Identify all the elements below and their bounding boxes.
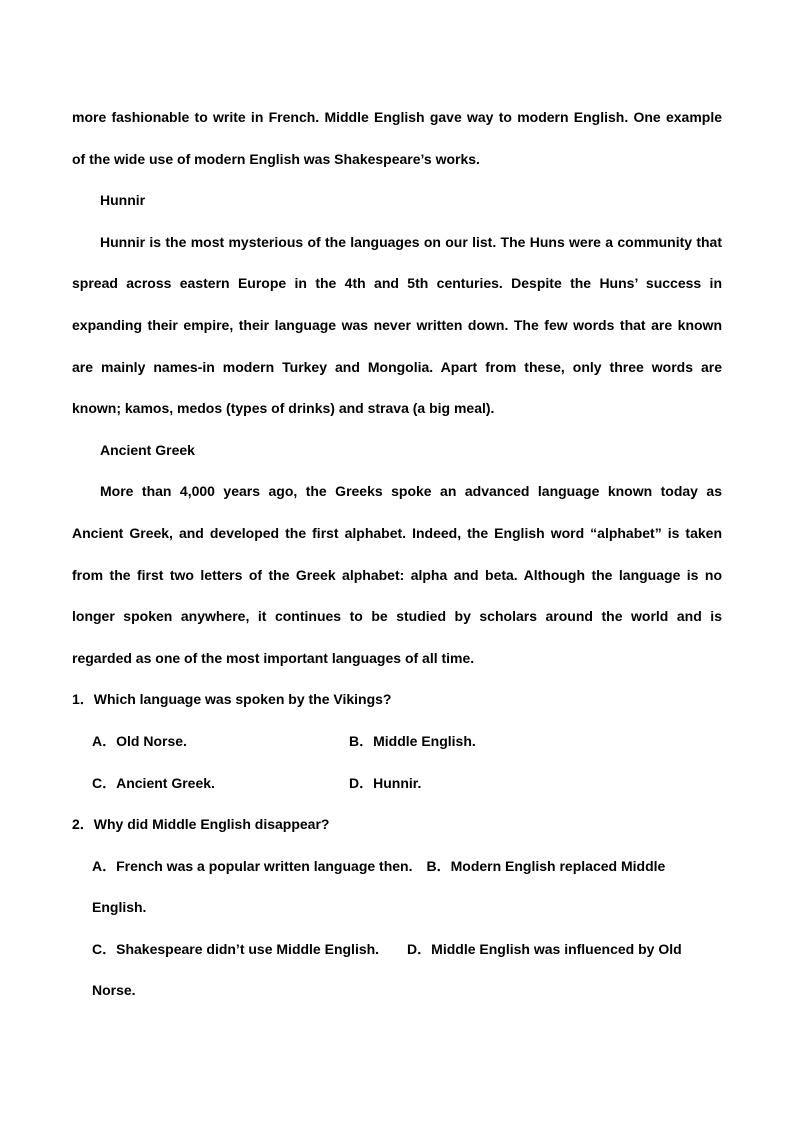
paragraph-line: longer spoken anywhere, it continues to be studied by scholars around the world and is xyxy=(72,608,722,625)
paragraph-line: regarded as one of the most important languages of all time. xyxy=(72,649,475,666)
section-heading-hunnir: Hunnir xyxy=(100,192,146,209)
question-1-options-row xyxy=(72,721,722,763)
question-2-stem: 2．Why did Middle English disappear? xyxy=(72,816,330,833)
document-page xyxy=(72,97,722,1012)
question-1-options-row xyxy=(72,763,722,805)
question-2-options-line: English. xyxy=(92,899,147,916)
paragraph-line: known; kamos, medos (types of drinks) and strava (a big meal). xyxy=(72,400,495,417)
paragraph-line: Hunnir is the most mysterious of the languages on our list. The Huns were a community that xyxy=(100,233,722,250)
option-c: C．Ancient Greek. xyxy=(92,774,215,791)
paragraph-line: from the first two letters of the Greek alphabet: alpha and beta. Although the language is no xyxy=(72,566,722,583)
paragraph-line: expanding their empire, their language was never written down. The few words that are known xyxy=(72,316,722,333)
question-2-options-line: A．French was a popular written language then. B．Modern English replaced Middle xyxy=(92,857,666,874)
question-2-options-line: C．Shakespeare didn’t use Middle English. D．Middle English was influenced by Old xyxy=(92,940,682,957)
question-1-stem: 1．Which language was spoken by the Vikings? xyxy=(72,691,392,708)
paragraph-line: of the wide use of modern English was Shakespeare’s works. xyxy=(72,150,480,167)
section-heading-ancient-greek: Ancient Greek xyxy=(100,441,195,458)
option-b: B．Middle English. xyxy=(349,732,476,749)
question-2-options-line: Norse. xyxy=(92,982,136,999)
paragraph-line: More than 4,000 years ago, the Greeks spoke an advanced language known today as xyxy=(100,483,722,500)
paragraph-line: are mainly names-in modern Turkey and Mongolia. Apart from these, only three words are xyxy=(72,358,722,375)
paragraph-line: spread across eastern Europe in the 4th and 5th centuries. Despite the Huns’ success in xyxy=(72,275,722,292)
option-d: D．Hunnir. xyxy=(349,774,422,791)
paragraph-line: Ancient Greek, and developed the first alphabet. Indeed, the English word “alphabet” is taken xyxy=(72,524,722,541)
paragraph-line: more fashionable to write in French. Middle English gave way to modern English. One example xyxy=(72,109,722,125)
option-a: A．Old Norse. xyxy=(92,732,187,749)
